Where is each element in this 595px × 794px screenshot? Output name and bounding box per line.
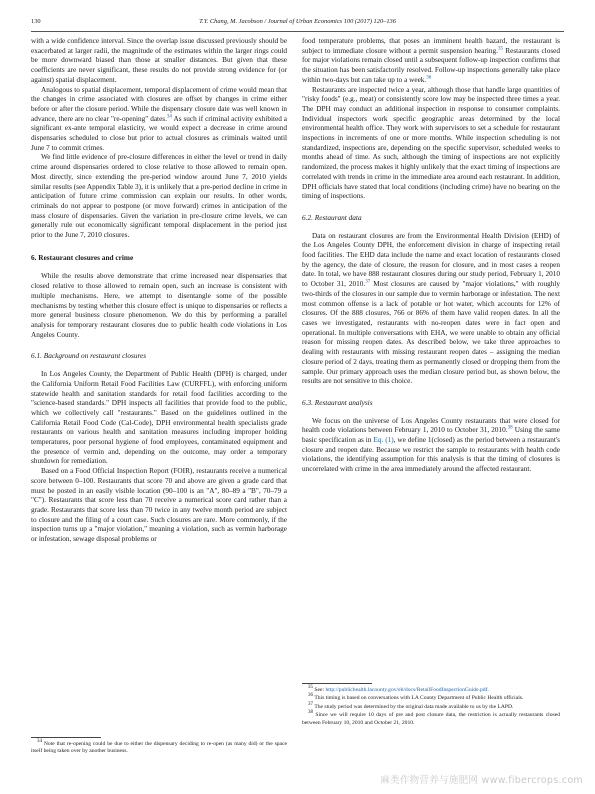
paragraph: In Los Angeles County, the Department of Public Health (DPH) is charged, under the California Uniform Retail Food Facilities Law (CURFFL), with enforcing uniform statewide health and sanitation standards for retail food facilities according to the "science-based standards." DPH inspects all facilities that provide food to the public, which we collectively call "restaurants." Based on the guidelines outlined in the California Retail Food Code (Cal-Code), DPH environmental health specialists grade restaurants on various health and sanitation measures including improper holding temperatures, poor personal hygiene of food employees, contaminated equipment and the presence of vermin and, depending on the outcome, may order a temporary shutdown for remediation. <box>31 370 287 466</box>
text-run: Data on restaurant closures are from the Environmental Health Division (EHD) of the Los Angeles County DPH, the enforcement division in charge of inspecting retail food facilities. The EHD data include the name and exact location of restaurants closed by the agency, the date of closure, the reason for closure, and in most cases a reopen date. In total, we have 888 restaurant closures during our study period, February 1, 2010 to October 31, 2010. <box>302 231 560 289</box>
paragraph <box>31 86 287 154</box>
page-number: 130 <box>31 18 41 25</box>
paragraph <box>302 232 560 387</box>
footnote-text: See: <box>314 687 326 693</box>
footnote-text: Note that re-opening could be due to either the dispensary deciding to re-open (as many did) or the space itself being taken over by another business. <box>31 741 287 755</box>
text-run: Most closures are caused by "major violations," with roughly two-thirds of the closures in our sample due to vermin harborage or infestation. The next most common offense is a lack of potable or hot water, which accounts for 12% of closures. Of the 888 closures, 766 or 86% of them have valid reopen dates. In all the cases we investigated, restaurants with no-reopen dates were in fact open and operational. In multiple conversations with EHA, we were unable to obtain any official reason for missing reopen dates. As described below, we take three approaches to dealing with restaurants with missing restaurant reopen dates – assigning the median closure period of 2 days, treating them as permanently closed or dropping them from the sample. Our primary approach uses the median closure period but, as shown below, the results are not sensitive to this choice. <box>302 280 560 386</box>
paragraph: We find little evidence of pre-closure differences in either the level or trend in daily crime around dispensaries ordered to close relative to those allowed to remain open. Most directly, since extending the pre-period window around June 7, 2010 yields similar results (see Appendix Table 3), it is unlikely that a pre-period decline in crime in anticipation of future crime commission can explain our results. In other words, criminals do not appear to postpone (or move forward) crimes in anticipation of the mass closure of dispensaries. Given the variation in pre-closure crime levels, we can generally rule out economically significant temporal displacement in the period just prior to the June 7, 2010 closures. <box>31 153 287 240</box>
text-run: food temperature problems, that poses an imminent health hazard, the restaurant is subject to immediate closure without a permit suspension hearing. <box>302 37 560 55</box>
equation-link[interactable]: Eq. (1) <box>373 436 394 445</box>
text-run: Analogous to spatial displacement, temporal displacement of crime would mean that the changes in crime associated with closures are offset by changes in crime either before or after the closure period. While the dispensary closure date was well known in advance, there are no clear "re-opening" dates. <box>31 85 287 123</box>
header-rule <box>31 31 564 32</box>
text-run: Restaurants closed for major violations remain closed until a subsequent follow-up inspection confirms that the situation has been satisfactorily resolved. Follow-up inspections generally take place within two-days but can take up to a week. <box>302 46 560 84</box>
paragraph <box>302 417 560 475</box>
footnote-rule <box>31 737 101 738</box>
footnote-rule <box>302 683 372 684</box>
footnote-number: 38 <box>308 710 313 716</box>
subsection-heading: 6.1. Background on restaurant closures <box>31 351 147 361</box>
footnote-number: 36 <box>308 693 313 699</box>
footnote-ref[interactable]: 38 <box>507 425 513 431</box>
footnote-ref[interactable]: 37 <box>365 279 371 285</box>
footnote-link[interactable]: http://publichealth.lacounty.gov/eh/docs/RetailFoodInspectionGuide.pdf <box>325 687 488 693</box>
footnote <box>302 695 560 702</box>
footnote <box>302 712 560 727</box>
watermark: 麻类作物营养与施肥网 www.fibercrops.com <box>380 775 583 786</box>
running-head: T.Y. Chang, M. Jacobson / Journal of Urban Economics 100 (2017) 120–136 <box>199 18 396 25</box>
footnote <box>302 687 560 694</box>
text-run: Using the same basic specification as in <box>302 426 560 445</box>
footnotes-right <box>302 683 560 728</box>
footnote-number: 34 <box>37 739 42 745</box>
paragraph <box>302 37 560 86</box>
footnote-text: Since we will require 10 days of pre and post closure data, the restriction is actually restaurants closed between February 10, 2010 and October 21, 2010. <box>302 712 560 726</box>
text-run: We focus on the universe of Los Angeles County restaurants that were closed for health code violations between February 1, 2010 to October 31, 2010. <box>302 416 560 435</box>
footnote-ref[interactable]: 36 <box>426 75 432 81</box>
footnote-number: 37 <box>308 701 313 707</box>
paragraph: with a wide confidence interval. Since the overlap issue discussed previously should be exacerbated at larger radii, the magnitude of the estimates within the larger rings could be more downward biased than those at smaller distances. But given that these coefficients are never significant, these results do not provide strong evidence for (or against) spatial displacement. <box>31 37 287 84</box>
text-run: , we define 1(closed) as the period between a restaurant's closure and reopen date. Because we restrict the sample to restaurants with health code violations, the identifying assumption for this analysis is that the timing of closures is uncorrelated with crime in the area immediately around the affected restaurant. <box>302 436 560 474</box>
paragraph: Based on a Food Official Inspection Report (FOIR), restaurants receive a numerical score between 0–100. Restaurants that score 70 and above are given a grade card that must be posted in an easily visible location (90–100 is an "A", 80–89 a "B", 70–79 a "C"). Restaurants that score less than 70 receive a numerical score card rather than a grade. Restaurants that score less than 70 twice in any twelve month period are subject to closure and the filing of a court case. Such closures are rare. More commonly, if the inspection turns up a "major violation," meaning a violation, such as vermin harborage or infestation, sewage disposal problems or <box>31 467 287 544</box>
footnotes-left <box>31 737 287 757</box>
footnote-text: This timing is based on conversations with LA County Department of Public Health officials. <box>314 695 524 702</box>
left-column <box>31 37 287 545</box>
footnote <box>31 741 287 756</box>
subsection-heading: 6.3. Restaurant analysis <box>302 397 373 407</box>
right-column <box>302 37 560 475</box>
text-run: As such if criminal activity exhibited a significant ex-ante temporal elasticity, we would expect a decrease in crime around dispensaries scheduled to close but prior to actual closures as criminals waited until June 7 to commit crimes. <box>31 114 287 152</box>
paragraph: While the results above demonstrate that crime increased near dispensaries that closed relative to those allowed to remain open, such an increase is consistent with multiple mechanisms. Here, we attempt to disentangle some of the possible mechanisms by testing whether this closure effect is unique to dispensaries or reflects a more general business closure phenomenon. We do this by performing a parallel analysis for temporary restaurant closures due to public health code violations in Los Angeles County. <box>31 272 287 339</box>
footnote-text: The study period was determined by the original data made available to us by the LAPD. <box>314 703 514 710</box>
section-heading: 6. Restaurant closures and crime <box>31 252 134 262</box>
footnote-number: 35 <box>308 685 313 691</box>
footnote-ref[interactable]: 34 <box>166 114 172 120</box>
paragraph: Restaurants are inspected twice a year, although those that handle large quantities of "risky foods" (e.g., meat) or consistently score low may be inspected three times a year. The DPH may conduct an additional inspection in response to consumer complaints. Individual inspectors work specific geographic areas determined by the local environmental health office. They work with supervisors to set a schedule for restaurant inspections in increments of one or more months. While inspection scheduling is not standardized, inspections are, depending on the specific supervisor, scheduled weeks to months ahead of time. As such, although the timing of inspections are not explicitly randomized, the process makes it highly unlikely that the exact timing of inspections are correlated with trends in crime in the immediate area around each restaurant. In addition, DPH officials have stated that local conditions (including crime) have no bearing on the timing of inspections. <box>302 85 560 201</box>
footnote-ref[interactable]: 35 <box>497 46 503 52</box>
footnote-text: . <box>487 687 489 693</box>
footnote <box>302 701 560 711</box>
page-header <box>31 18 564 30</box>
subsection-heading: 6.2. Restaurant data <box>302 212 362 222</box>
